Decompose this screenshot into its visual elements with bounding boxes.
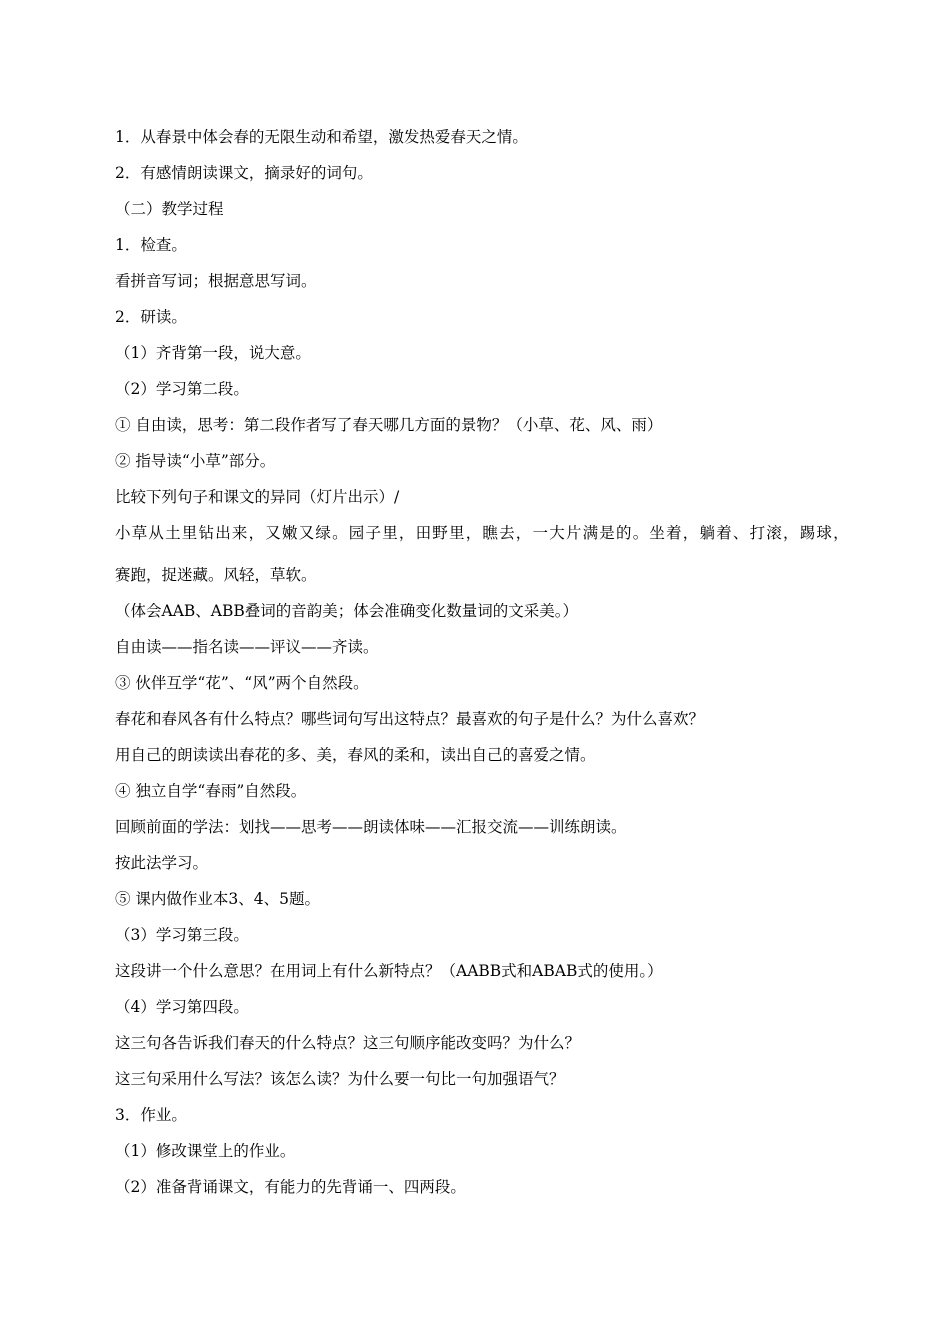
- text-line: 2．研读。: [115, 308, 187, 326]
- text-line: 这三句采用什么写法？该怎么读？为什么要一句比一句加强语气？: [115, 1070, 565, 1088]
- text-line: 2．有感情朗读课文，摘录好的词句。: [115, 164, 373, 182]
- text-line: ③ 伙伴互学“花”、“风”两个自然段。: [115, 674, 369, 692]
- text-line: ① 自由读，思考：第二段作者写了春天哪几方面的景物？（小草、花、风、雨）: [115, 416, 663, 434]
- section-heading: （二）教学过程: [115, 200, 224, 218]
- text-line: 3．作业。: [115, 1106, 187, 1124]
- text-line: （1）齐背第一段，说大意。: [115, 344, 311, 362]
- text-line: 这三句各告诉我们春天的什么特点？这三句顺序能改变吗？为什么？: [115, 1034, 581, 1052]
- text-line: 用自己的朗读读出春花的多、美，春风的柔和，读出自己的喜爱之情。: [115, 746, 596, 764]
- text-line: （2）学习第二段。: [115, 380, 249, 398]
- text-line: ② 指导读“小草”部分。: [115, 452, 276, 470]
- text-line: 赛跑，捉迷藏。风轻，草软。: [115, 566, 317, 584]
- text-line: 比较下列句子和课文的异同（灯片出示）/: [115, 488, 400, 506]
- text-line: （3）学习第三段。: [115, 926, 249, 944]
- text-line: 1．检查。: [115, 236, 187, 254]
- text-line: ⑤ 课内做作业本3、4、5题。: [115, 890, 321, 908]
- text-line: （体会AAB、ABB叠词的音韵美；体会准确变化数量词的文采美。）: [115, 602, 579, 620]
- text-line: （1）修改课堂上的作业。: [115, 1142, 296, 1160]
- text-line: 按此法学习。: [115, 854, 209, 872]
- text-line: 春花和春风各有什么特点？哪些词句写出这特点？最喜欢的句子是什么？为什么喜欢？: [115, 710, 705, 728]
- text-line: （4）学习第四段。: [115, 998, 249, 1016]
- text-line: 回顾前面的学法：划找——思考——朗读体味——汇报交流——训练朗读。: [115, 818, 627, 836]
- document-body: [115, 124, 855, 1210]
- text-line: 小草从土里钻出来，又嫩又绿。园子里，田野里，瞧去，一大片满是的。坐着，躺着、打滚，踢球，: [115, 524, 850, 542]
- text-line: 看拼音写词；根据意思写词。: [115, 272, 317, 290]
- text-line: ④ 独立自学“春雨”自然段。: [115, 782, 307, 800]
- text-line: （2）准备背诵课文，有能力的先背诵一、四两段。: [115, 1178, 466, 1196]
- text-line: 自由读——指名读——评议——齐读。: [115, 638, 379, 656]
- text-line: 这段讲一个什么意思？在用词上有什么新特点？（AABB式和ABAB式的使用。）: [115, 962, 663, 980]
- text-line: 1．从春景中体会春的无限生动和希望，激发热爱春天之情。: [115, 128, 528, 146]
